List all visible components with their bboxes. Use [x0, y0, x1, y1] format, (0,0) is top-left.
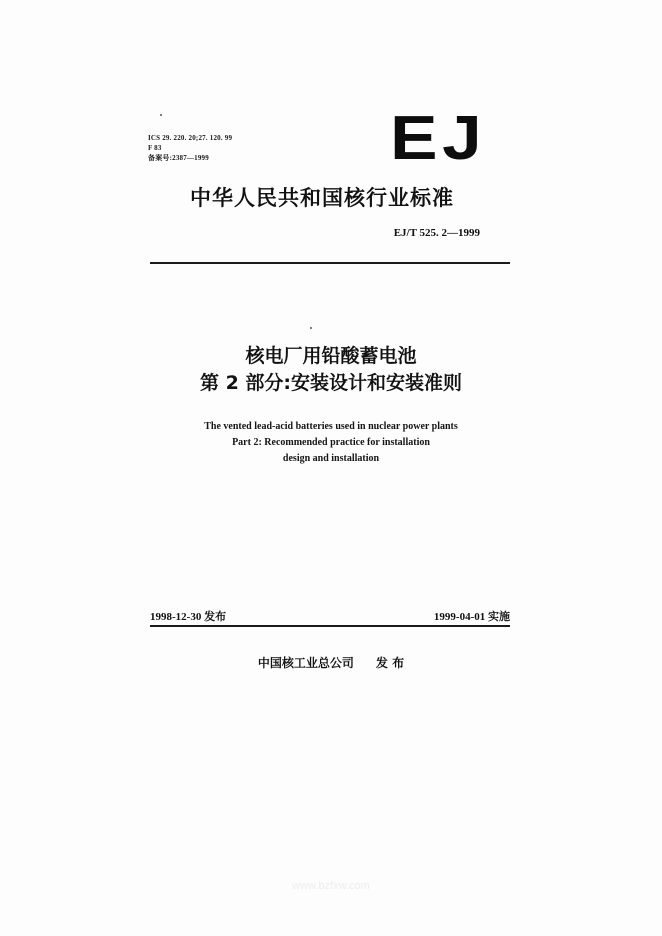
standard-title: 中华人民共和国核行业标准: [190, 186, 454, 210]
ccs-code: F 83: [148, 144, 162, 152]
ej-logo: EJ: [390, 104, 487, 173]
watermark: www.bzfxw.com: [292, 880, 370, 892]
cn-title-line1: 核电厂用铅酸蓄电池: [245, 345, 417, 367]
cn-title-line2: 第 2 部分:安装设计和安装准则: [199, 372, 463, 394]
publisher-action: 发 布: [375, 656, 405, 670]
record-number: 备案号:2387—1999: [148, 154, 209, 162]
classification-block: [148, 133, 232, 163]
top-divider: [150, 262, 510, 264]
scan-speck: [160, 114, 162, 116]
standard-number: EJ/T 525. 2—1999: [393, 227, 480, 239]
publisher-line: [0, 654, 662, 671]
ics-code: ICS 29. 220. 20;27. 120. 99: [148, 134, 233, 142]
effective-date: 1999-04-01 实施: [433, 611, 510, 623]
publisher-name: 中国核工业总公司: [257, 656, 354, 670]
issue-date: 1998-12-30 发布: [150, 611, 227, 623]
en-title-line3: design and installation: [282, 453, 380, 464]
scan-speck: [310, 327, 312, 329]
en-title-line2: Part 2: Recommended practice for installation: [232, 437, 430, 448]
bottom-divider: [150, 625, 510, 627]
en-title-line1: The vented lead-acid batteries used in nuclear power plants: [204, 421, 458, 432]
